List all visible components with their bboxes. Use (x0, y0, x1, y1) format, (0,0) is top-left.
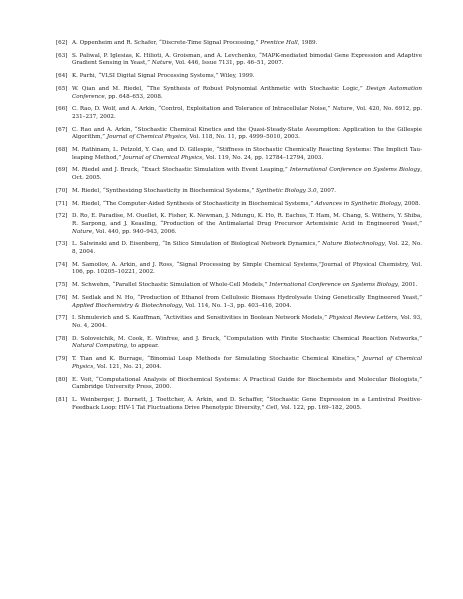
reference-number: [78] (56, 335, 68, 342)
reference-details: , Vol. 114, No. 1–3, pp. 403–416, 2004. (181, 302, 292, 309)
reference-entry (56, 53, 422, 68)
reference-text: M. Riedel and J. Bruck, “Exact Stochastic Simulation with Event Leaping,” (72, 167, 288, 174)
reference-venue: Physical Review Letters (328, 315, 398, 322)
reference-number: [67] (56, 126, 68, 133)
reference-details: , Vol. 119, No. 24, pp. 12784–12794, 2003. (202, 154, 324, 161)
reference-entry (56, 397, 422, 412)
reference-entry (56, 86, 422, 101)
reference-number: [71] (56, 200, 68, 207)
reference-venue: Nature Biotechnology (322, 241, 385, 248)
reference-text: M. Samoilov, A. Arkin, and J. Ross, “Signal Processing by Simple Chemical Systems,”Journal of Physical Chemistry, Vol. 106, pp. 10205–10221, 2002. (72, 261, 422, 276)
reference-number: [75] (56, 282, 68, 289)
reference-details: , Vol. 420, No. 6912, pp. 231–237, 2002. (72, 106, 422, 120)
reference-number: [79] (56, 356, 68, 363)
reference-venue: Design Automation Conference (72, 85, 422, 100)
reference-text: C. Rao, D. Wolf, and A. Arkin, “Control, Exploitation and Tolerance of Intracellular Noise,” (72, 106, 331, 113)
reference-venue: Synthetic Biology 3.0 (255, 187, 317, 194)
reference-text: D. Soloveichik, M. Cook, E. Winfree, and J. Bruck, “Computation with Finite Stochastic Chemical Reaction Networks,” (72, 335, 422, 342)
reference-details: , pp. 648–653, 2008. (104, 93, 163, 100)
reference-entry (56, 262, 422, 277)
reference-number: [73] (56, 241, 68, 248)
reference-venue: International Conference on Systems Biology (269, 282, 398, 289)
reference-number: [72] (56, 213, 68, 220)
reference-venue: Applied Biochemistry & Biotechnology (72, 302, 182, 309)
reference-number: [77] (56, 315, 68, 322)
reference-number: [81] (56, 396, 68, 403)
reference-venue: Nature (72, 228, 93, 235)
reference-venue: Natural Computing (72, 343, 128, 350)
reference-text: M. Sedlak and N. Ho, “Production of Ethanol from Cellulosic Biomass Hydrolysate Using Genetically Engineered Yeast,” (72, 294, 422, 301)
reference-entry (56, 201, 422, 209)
reference-text: M. Riedel, “Synthesizing Stochasticity in Biochemical Systems,” (72, 187, 255, 194)
reference-details: , 2007. (316, 187, 337, 194)
reference-entry (56, 356, 422, 371)
reference-number: [68] (56, 147, 68, 154)
reference-details: , Oct. 2005. (72, 167, 422, 182)
reference-venue: Journal of Chemical Physics (106, 134, 186, 141)
reference-venue: International Conference on Systems Biology (289, 167, 421, 174)
reference-details: , Vol. 93, No. 4, 2004. (72, 315, 422, 329)
reference-number: [76] (56, 294, 68, 301)
reference-details: , 2008. (400, 200, 421, 207)
reference-venue: Advances in Synthetic Biology (314, 200, 401, 207)
reference-details: , Vol. 122, pp. 169–182, 2005. (277, 404, 362, 411)
reference-entry (56, 295, 422, 310)
reference-entry (56, 377, 422, 392)
reference-details: , Vol. 446, Issue 7131, pp. 46–51, 2007. (171, 60, 284, 67)
reference-entry (56, 213, 422, 236)
reference-entry (56, 188, 422, 196)
reference-details: , 2001. (397, 282, 418, 289)
reference-entry (56, 73, 422, 81)
reference-entry (56, 282, 422, 290)
reference-text: K. Parhi, “VLSI Digital Signal Processing Systems,” Wiley, 1999. (72, 73, 255, 80)
reference-text: D. Ro, E. Paradise, M. Ouellet, K. Fisher, K. Newman, J. Ndungu, K. Ho, R. Eachus, T. Ham, M. Chang, S. Withers, Y. Shiba, R. Sarpong, and J. Keasling, “Production of the Antimalarial Drug Precursor Artemisinic Acid in Engineered Yeast,” (72, 213, 422, 227)
reference-text: M. Riedel, “The Computer-Aided Synthesis of Stochasticity in Biochemical Systems,” (72, 200, 314, 207)
reference-entry (56, 106, 422, 121)
reference-text: L. Salwinski and D. Eisenberg, “In Silico Simulation of Biological Network Dynamics,” (72, 241, 321, 248)
reference-venue: Cell (266, 404, 278, 411)
reference-venue: Nature (332, 106, 353, 113)
reference-venue: Nature (151, 60, 172, 67)
reference-details: , 1989. (297, 40, 318, 46)
reference-text: I. Shmulevich and S. Kauffman, “Activities and Sensitivities in Boolean Network Models,” (72, 315, 327, 322)
reference-text: M. Rathinam, L. Petzold, Y. Cao, and D. Gillespie, “Stiffness in Stochastic Chemically Reacting Systems: The Implicit Tau-leaping Method,” (72, 147, 422, 161)
reference-venue: Journal of Chemical Physics (123, 154, 203, 161)
reference-text: L. Weinberger, J. Burnett, J. Toettcher, A. Arkin, and D. Schaffer, “Stochastic Gene Expression in a Lentiviral Positive-Feedback Loop: HIV-1 Tat Fluctuations Drive Phenotypic Diversity,” (72, 396, 422, 411)
reference-entry (56, 127, 422, 142)
reference-entry (56, 40, 422, 48)
reference-entry (56, 336, 422, 351)
reference-entry (56, 147, 422, 162)
reference-number: [69] (56, 167, 68, 174)
reference-number: [65] (56, 85, 68, 92)
reference-details: , Vol. 440, pp. 940–943, 2006. (92, 228, 177, 235)
reference-number: [66] (56, 106, 68, 113)
reference-entry (56, 315, 422, 330)
reference-number: [80] (56, 376, 68, 383)
reference-text: E. Voit, “Computational Analysis of Biochemical Systems: A Practical Guide for Biochemists and Molecular Biologists,” Cambridge University Press, 2000. (72, 376, 422, 391)
reference-entry (56, 241, 422, 256)
reference-details: , Vol. 118, No. 11, pp. 4999–5010, 2003. (185, 134, 300, 141)
reference-number: [62] (56, 40, 68, 46)
reference-number: [63] (56, 52, 68, 59)
reference-text: M. Schwehm, “Parallel Stochastic Simulation of Whole-Cell Models,” (72, 282, 268, 289)
reference-text: W. Qian and M. Riedel, “The Synthesis of Robust Polynomial Arithmetic with Stochastic Logic,” (72, 85, 363, 92)
reference-text: C. Rao and A. Arkin, “Stochastic Chemical Kinetics and the Quasi-Steady-State Assumption: Application to the Gillespie Algorithm,” (72, 126, 422, 141)
reference-details: , Vol. 22, No. 8, 2004. (72, 241, 422, 256)
reference-entry (56, 167, 422, 182)
reference-text: S. Paliwal, P. Iglesias, K. Hilioti, A. Groisman, and A. Levchenko, “MAPK-mediated bimodal Gene Expression and Adaptive Gradient Sensing in Yeast,” (72, 52, 422, 67)
reference-text: A. Oppenheim and R. Schafer, “Discrete-Time Signal Processing,” (72, 40, 259, 46)
reference-venue: Prentice Hall (260, 40, 298, 46)
reference-details: , to appear. (127, 343, 159, 350)
reference-number: [74] (56, 261, 68, 268)
reference-text: T. Tian and K. Burrage, “Binomial Leap Methods for Simulating Stochastic Chemical Kinetics,” (72, 356, 360, 363)
reference-details: , Vol. 121, No. 21, 2004. (93, 363, 162, 370)
reference-number: [64] (56, 73, 68, 80)
reference-number: [70] (56, 187, 68, 194)
reference-list (56, 40, 422, 417)
reference-venue: Journal of Chemical Physics (72, 356, 423, 370)
